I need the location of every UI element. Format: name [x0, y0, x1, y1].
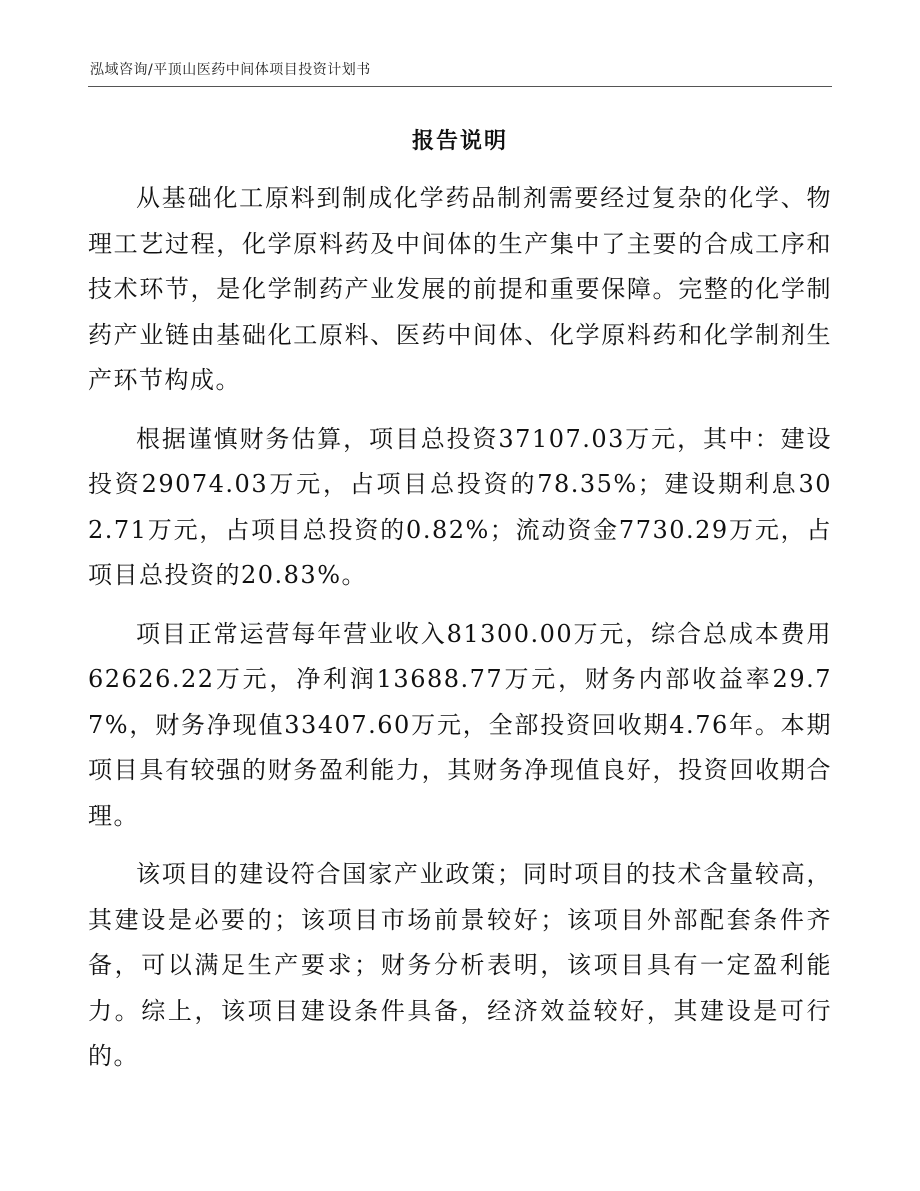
paragraph-conclusion: 该项目的建设符合国家产业政策；同时项目的技术含量较高，其建设是必要的；该项目市场前景较好；该项目外部配套条件齐备，可以满足生产要求；财务分析表明，该项目具有一定盈利能力。综上，该项目建设条件具备，经济效益较好，其建设是可行的。	[88, 860, 832, 1070]
header-divider	[88, 86, 832, 87]
paragraph-investment-estimate: 根据谨慎财务估算，项目总投资37107.03万元，其中：建设投资29074.03万元，占项目总投资的78.35%；建设期利息302.71万元，占项目总投资的0.82%；流动资金7730.29万元，占项目总投资的20.83%。	[88, 424, 832, 589]
running-header: 泓域咨询/平顶山医药中间体项目投资计划书	[90, 62, 371, 78]
report-body	[88, 176, 832, 1080]
paragraph-financial-returns: 项目正常运营每年营业收入81300.00万元，综合总成本费用62626.22万元，净利润13688.77万元，财务内部收益率29.77%，财务净现值33407.60万元，全部投资回收期4.76年。本期项目具有较强的财务盈利能力，其财务净现值良好，投资回收期合理。	[88, 619, 832, 830]
page-title: 报告说明	[411, 128, 508, 154]
paragraph-industry-overview: 从基础化工原料到制成化学药品制剂需要经过复杂的化学、物理工艺过程，化学原料药及中间体的生产集中了主要的合成工序和技术环节，是化学制药产业发展的前提和重要保障。完整的化学制药产业链由基础化工原料、医药中间体、化学原料药和化学制剂生产环节构成。	[88, 184, 832, 394]
